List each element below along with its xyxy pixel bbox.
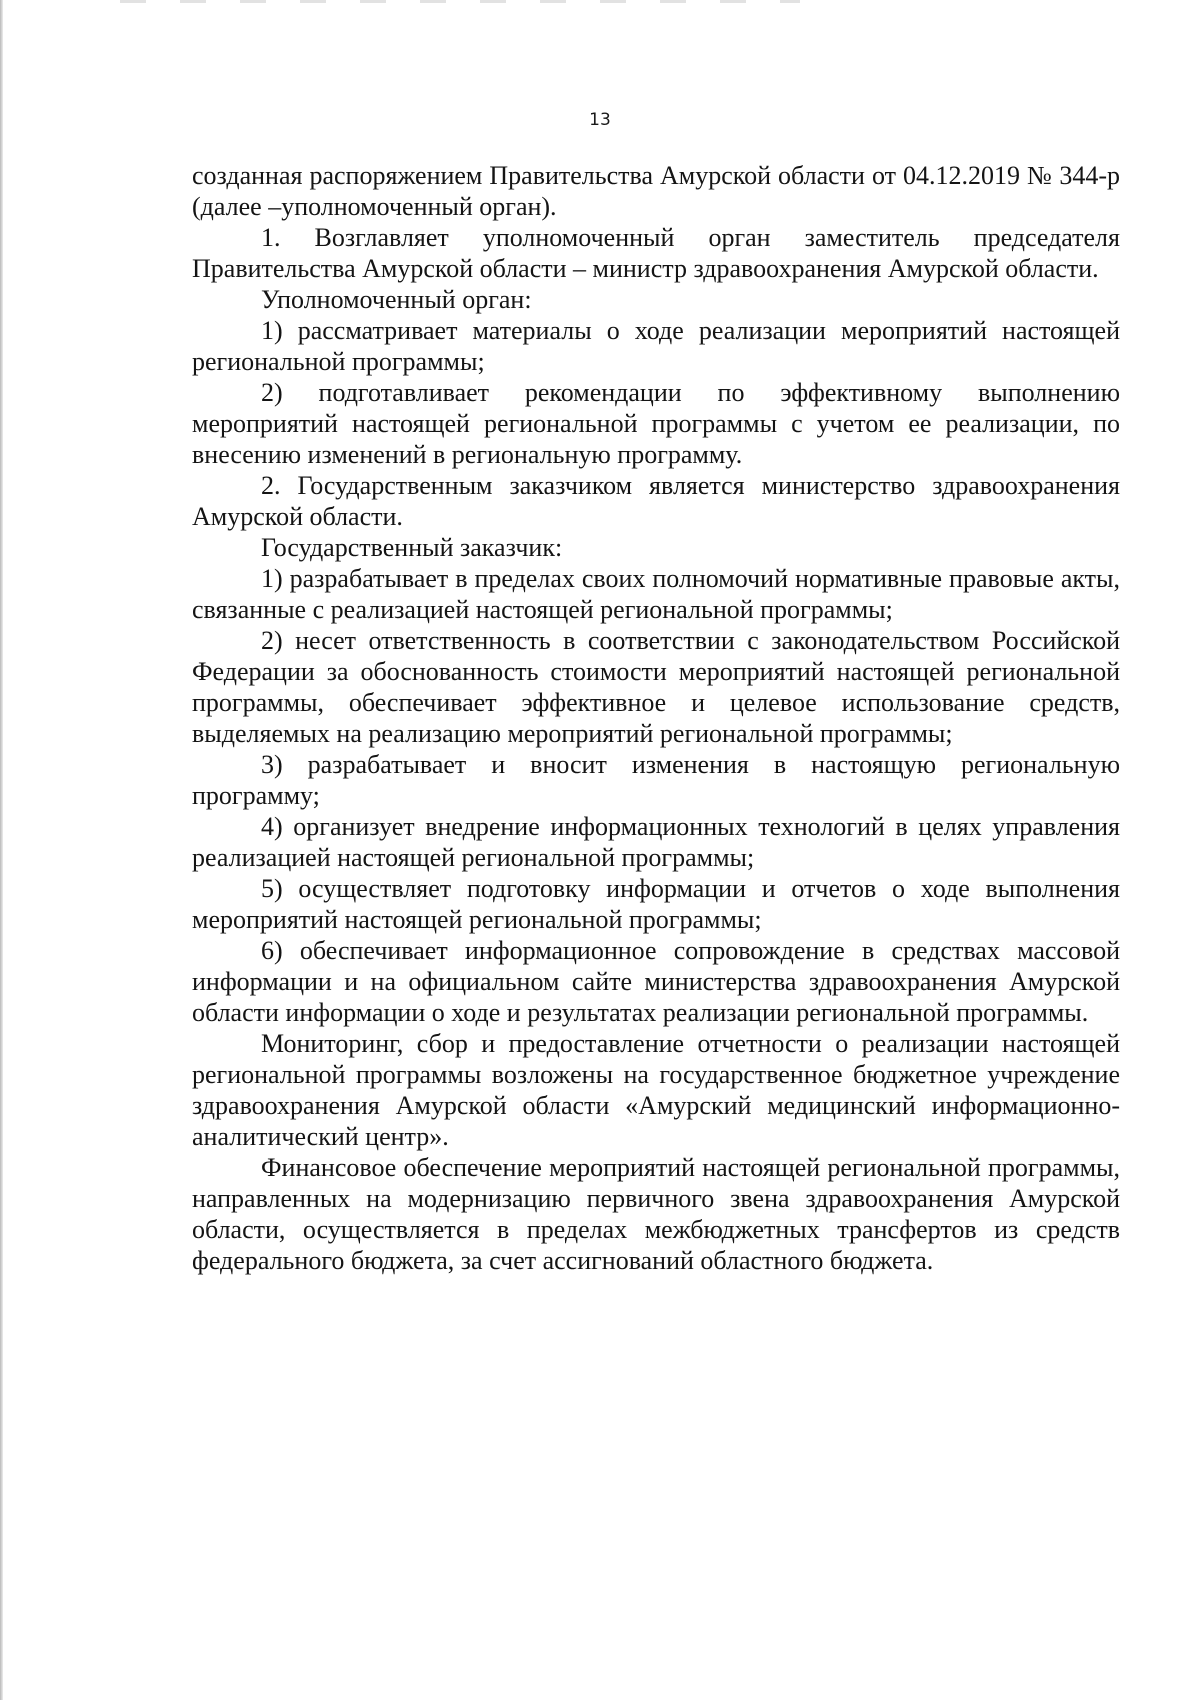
scan-edge-shadow — [0, 0, 3, 1700]
paragraph: 2) несет ответственность в соответствии с законодательством Российской Федерации за обоснованность стоимости мероприятий настоящей региональной программы, обеспечивает эффективное и целевое использование средств, выделяемых на реализацию мероприятий региональной программы; — [192, 626, 1120, 748]
paragraph: 5) осуществляет подготовку информации и отчетов о ходе выполнения мероприятий настоящей региональной программы; — [192, 874, 1120, 934]
page-number: 13 — [589, 110, 611, 130]
paragraph: 1) рассматривает материалы о ходе реализации мероприятий настоящей региональной программы; — [192, 316, 1120, 376]
scan-artifact — [120, 0, 800, 3]
paragraph: Финансовое обеспечение мероприятий настоящей региональной программы, направленных на модернизацию первичного звена здравоохранения Амурской области, осуществляется в пределах межбюджетных трансфертов из средств федерального бюджета, за счет ассигнований областного бюджета. — [192, 1153, 1120, 1275]
paragraph: 1) разрабатывает в пределах своих полномочий нормативные правовые акты, связанные с реализацией настоящей региональной программы; — [192, 564, 1120, 624]
paragraph: 3) разрабатывает и вносит изменения в настоящую региональную программу; — [192, 750, 1120, 810]
paragraph: Мониторинг, сбор и предоставление отчетности о реализации настоящей региональной программы возложены на государственное бюджетное учреждение здравоохранения Амурской области «Амурский медицинский информационно-аналитический центр». — [192, 1029, 1120, 1151]
paragraph: 2) подготавливает рекомендации по эффективному выполнению мероприятий настоящей региональной программы с учетом ее реализации, по внесению изменений в региональную программу. — [192, 378, 1120, 469]
paragraph: 2. Государственным заказчиком является министерство здравоохранения Амурской области. — [192, 471, 1120, 531]
paragraph-continuation: созданная распоряжением Правительства Амурской области от 04.12.2019 № 344-р (далее –уполномоченный орган). — [192, 161, 1120, 221]
paragraph: 6) обеспечивает информационное сопровождение в средствах массовой информации и на официальном сайте министерства здравоохранения Амурской области информации о ходе и результатах реализации региональной программы. — [192, 936, 1120, 1027]
document-body — [192, 160, 1120, 1276]
paragraph: Уполномоченный орган: — [261, 285, 532, 314]
paragraph: 4) организует внедрение информационных технологий в целях управления реализацией настоящей региональной программы; — [192, 812, 1120, 872]
paragraph: 1. Возглавляет уполномоченный орган заместитель председателя Правительства Амурской области – министр здравоохранения Амурской области. — [192, 223, 1120, 283]
paragraph: Государственный заказчик: — [261, 533, 563, 562]
